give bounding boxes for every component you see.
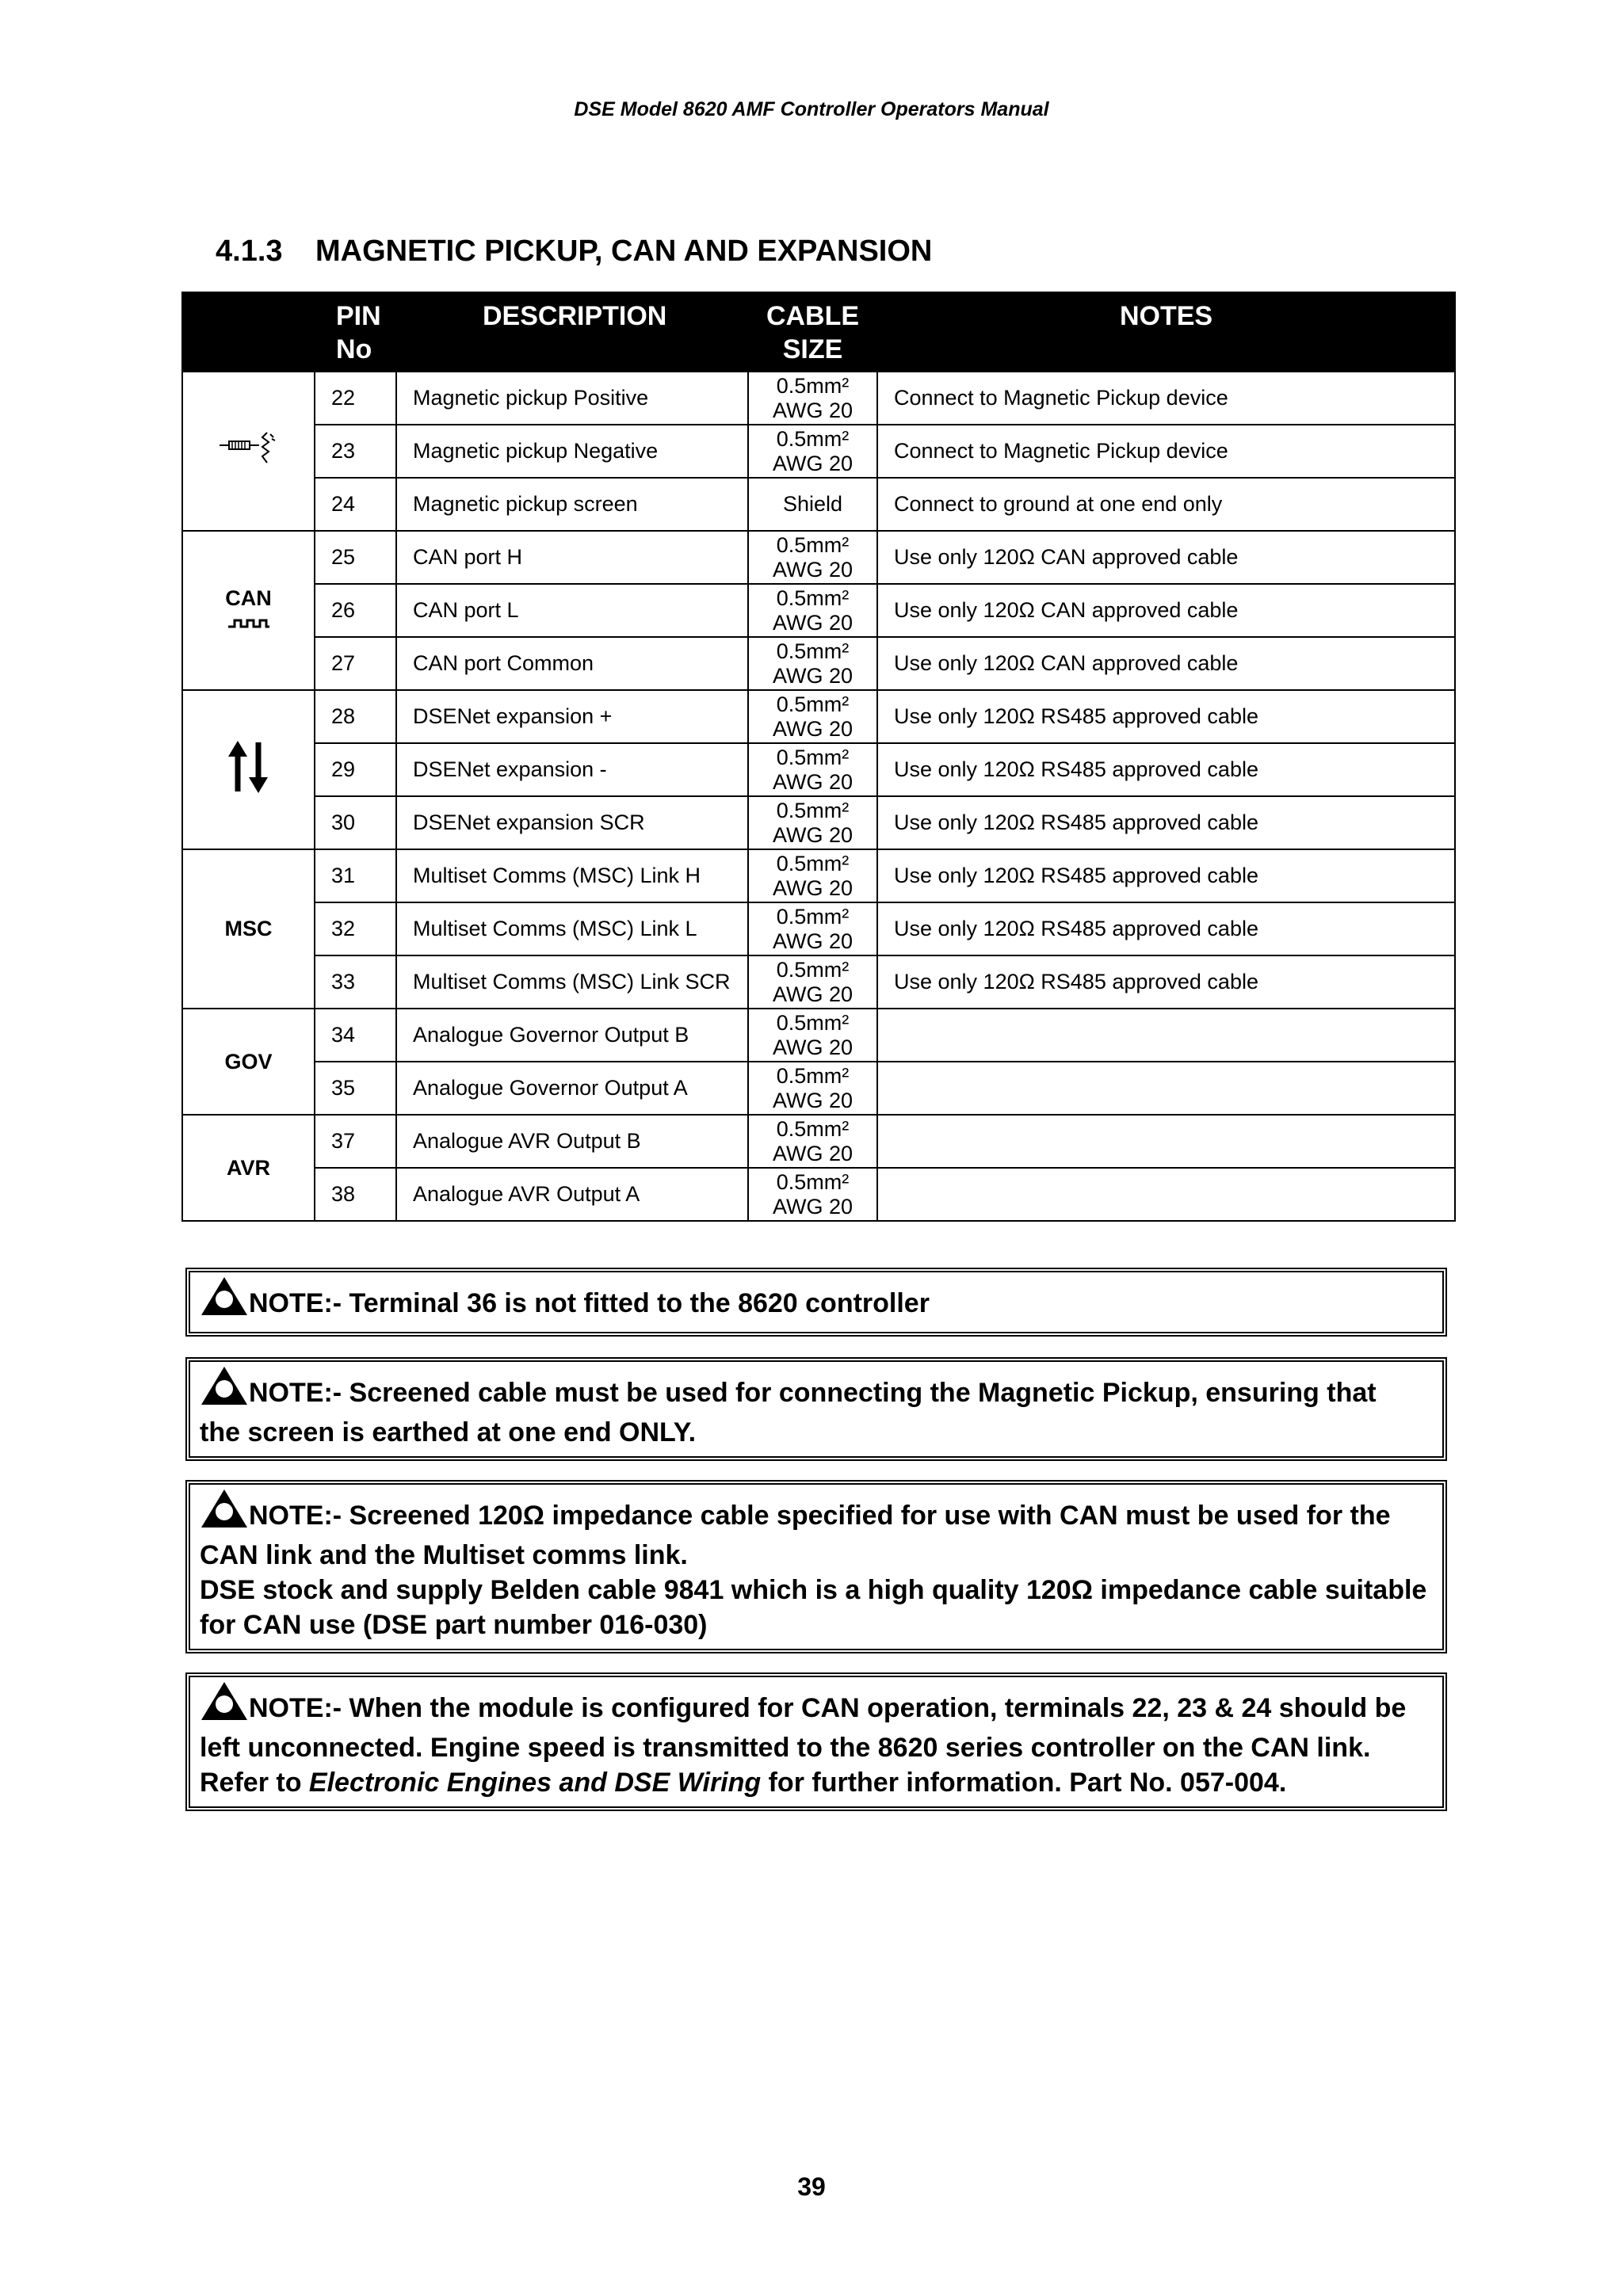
table-row [182, 372, 1455, 425]
pin-notes: Use only 120Ω RS485 approved cable [877, 849, 1455, 902]
cable-size [748, 690, 877, 743]
header-pin-label-2: No [336, 334, 372, 364]
cable-size [748, 1115, 877, 1168]
pin-description: Analogue Governor Output A [396, 1062, 748, 1115]
group-label: MSC [224, 917, 273, 940]
pin-number: 31 [315, 849, 396, 902]
note-line [200, 1415, 1434, 1450]
header-group-cell [182, 292, 315, 372]
cable-size-line-2: AWG 20 [772, 875, 854, 900]
pin-notes [877, 1062, 1455, 1115]
header-cable [748, 292, 877, 372]
note-text: for CAN use (DSE part number 016-030) [200, 1610, 708, 1640]
cable-size-line-1: 0.5mm² [776, 745, 850, 769]
group-label: GOV [224, 1049, 273, 1074]
pin-notes [877, 1009, 1455, 1062]
warning-icon [200, 1276, 249, 1325]
table-row [182, 902, 1455, 955]
cable-size-line-1: 0.5mm² [776, 639, 850, 663]
pin-number: 23 [315, 425, 396, 478]
pin-description: CAN port H [396, 531, 748, 584]
pin-description: Analogue AVR Output A [396, 1168, 748, 1221]
pin-number: 35 [315, 1062, 396, 1115]
note-box [185, 1480, 1447, 1653]
pin-description: DSENet expansion + [396, 690, 748, 743]
pin-notes: Use only 120Ω RS485 approved cable [877, 690, 1455, 743]
table-row [182, 531, 1455, 584]
group-cell [182, 1115, 315, 1221]
header-cable-label-2: SIZE [782, 334, 843, 364]
warning-icon [200, 1365, 249, 1415]
cable-size-line-2: AWG 20 [772, 1194, 854, 1219]
cable-size [748, 1009, 877, 1062]
cable-size [748, 1168, 877, 1221]
pin-number: 38 [315, 1168, 396, 1221]
cable-size-line-1: 0.5mm² [776, 532, 850, 557]
cable-size [748, 902, 877, 955]
cable-size-line-1: 0.5mm² [776, 1116, 850, 1141]
cable-size [748, 531, 877, 584]
section-number: 4.1.3 [216, 235, 283, 268]
note-line [200, 1608, 1434, 1642]
magnetic-pickup-icon [183, 431, 314, 471]
table-row [182, 425, 1455, 478]
cable-size [748, 372, 877, 425]
pin-number: 32 [315, 902, 396, 955]
table-row [182, 478, 1455, 531]
table-row [182, 690, 1455, 743]
document-header-title: DSE Model 8620 AMF Controller Operators Manual [574, 98, 1049, 120]
group-cell [182, 372, 315, 531]
table-row [182, 637, 1455, 690]
note-reference-title: Electronic Engines and DSE Wiring [308, 1768, 762, 1798]
pin-description: DSENet expansion SCR [396, 796, 748, 849]
cable-size-line-1: 0.5mm² [776, 692, 850, 716]
cable-size [748, 425, 877, 478]
table-row [182, 1115, 1455, 1168]
note-line [200, 1730, 1434, 1765]
header-pin-label: PIN [336, 301, 381, 331]
header-cable-label: CABLE [766, 301, 860, 331]
pin-notes: Use only 120Ω RS485 approved cable [877, 902, 1455, 955]
table-row [182, 955, 1455, 1009]
pin-notes: Connect to ground at one end only [877, 478, 1455, 531]
cable-size [748, 743, 877, 796]
group-cell [182, 849, 315, 1009]
cable-size-line-1: 0.5mm² [776, 1010, 850, 1035]
cable-size-line-2: AWG 20 [772, 557, 854, 582]
table-row [182, 584, 1455, 637]
pin-number: 30 [315, 796, 396, 849]
note-box [185, 1268, 1447, 1337]
pin-description: Analogue Governor Output B [396, 1009, 748, 1062]
table-row [182, 1168, 1455, 1221]
pin-description: Multiset Comms (MSC) Link L [396, 902, 748, 955]
cable-size [748, 584, 877, 637]
note-text: for further information. Part No. 057-004. [761, 1768, 1287, 1798]
header-description: DESCRIPTION [396, 292, 748, 372]
cable-size-line-1: 0.5mm² [776, 798, 850, 822]
cable-size-line-2: AWG 20 [772, 1035, 854, 1059]
pin-notes [877, 1115, 1455, 1168]
pin-notes: Connect to Magnetic Pickup device [877, 425, 1455, 478]
pin-description: Magnetic pickup Positive [396, 372, 748, 425]
group-label: AVR [226, 1155, 270, 1180]
cable-size-line-1: 0.5mm² [776, 957, 850, 982]
table-row [182, 1062, 1455, 1115]
note-text: CAN link and the Multiset comms link. [200, 1540, 688, 1570]
note-line [200, 1538, 1434, 1573]
cable-size-line-2: AWG 20 [772, 398, 854, 422]
pin-notes [877, 1168, 1455, 1221]
note-text: Refer to [200, 1768, 309, 1798]
can-bus-icon [183, 611, 314, 635]
note-text: the screen is earthed at one end ONLY. [200, 1417, 697, 1447]
pin-number: 24 [315, 478, 396, 531]
pin-number: 26 [315, 584, 396, 637]
section-heading [216, 235, 932, 269]
cable-size [748, 637, 877, 690]
cable-size [748, 955, 877, 1009]
warning-icon [200, 1488, 249, 1538]
note-text: left unconnected. Engine speed is transmitted to the 8620 series controller on the CAN link. [200, 1733, 1371, 1763]
dsenet-arrows-icon [183, 739, 314, 800]
cable-size-line-1: 0.5mm² [776, 1169, 850, 1194]
table-row [182, 743, 1455, 796]
cable-size-line-2: AWG 20 [772, 982, 854, 1006]
pin-number: 29 [315, 743, 396, 796]
pin-number: 22 [315, 372, 396, 425]
cable-size-line-2: AWG 20 [772, 822, 854, 847]
table-row [182, 849, 1455, 902]
header-notes: NOTES [877, 292, 1455, 372]
cable-size [748, 849, 877, 902]
pin-notes: Use only 120Ω RS485 approved cable [877, 743, 1455, 796]
cable-size-line-1: 0.5mm² [776, 585, 850, 610]
pin-description: Magnetic pickup Negative [396, 425, 748, 478]
cable-size-line-2: AWG 20 [772, 929, 854, 953]
pin-notes: Use only 120Ω RS485 approved cable [877, 955, 1455, 1009]
cable-size [748, 1062, 877, 1115]
pin-description: Magnetic pickup screen [396, 478, 748, 531]
page-number: 39 [797, 2172, 826, 2201]
cable-size-line-2: AWG 20 [772, 716, 854, 741]
cable-size-line-1: 0.5mm² [776, 904, 850, 929]
group-label: CAN [225, 585, 272, 610]
cable-size-line-1: 0.5mm² [776, 851, 850, 875]
pin-notes: Use only 120Ω CAN approved cable [877, 637, 1455, 690]
pin-table-body [182, 372, 1455, 1221]
section-title: MAGNETIC PICKUP, CAN AND EXPANSION [315, 235, 933, 268]
note-line [200, 1765, 1434, 1800]
note-text: NOTE:- Terminal 36 is not fitted to the 8620 controller [249, 1288, 930, 1318]
note-line [200, 1276, 1434, 1325]
group-cell [182, 1009, 315, 1115]
pin-number: 33 [315, 955, 396, 1009]
pin-table [181, 292, 1456, 1222]
pin-number: 27 [315, 637, 396, 690]
cable-size-line-1: 0.5mm² [776, 373, 850, 398]
table-row [182, 796, 1455, 849]
pin-notes: Use only 120Ω CAN approved cable [877, 531, 1455, 584]
note-box [185, 1672, 1447, 1811]
pin-number: 34 [315, 1009, 396, 1062]
pin-number: 28 [315, 690, 396, 743]
note-text: DSE stock and supply Belden cable 9841 which is a high quality 120Ω impedance cable suitable [200, 1575, 1427, 1605]
group-cell [182, 690, 315, 849]
warning-icon [200, 1680, 249, 1730]
note-text: NOTE:- Screened cable must be used for connecting the Magnetic Pickup, ensuring that [249, 1378, 1377, 1408]
pin-description: Analogue AVR Output B [396, 1115, 748, 1168]
cable-size-line-2: AWG 20 [772, 451, 854, 475]
cable-size-line-1: Shield [782, 492, 843, 516]
pin-notes: Use only 120Ω CAN approved cable [877, 584, 1455, 637]
cable-size-line-2: AWG 20 [772, 1141, 854, 1165]
pin-notes: Use only 120Ω RS485 approved cable [877, 796, 1455, 849]
pin-number: 37 [315, 1115, 396, 1168]
cable-size-line-2: AWG 20 [772, 610, 854, 635]
cable-size-line-2: AWG 20 [772, 1088, 854, 1112]
table-row [182, 1009, 1455, 1062]
group-cell [182, 531, 315, 690]
cable-size-line-2: AWG 20 [772, 663, 854, 688]
note-line [200, 1488, 1434, 1538]
pin-description: Multiset Comms (MSC) Link H [396, 849, 748, 902]
note-box [185, 1357, 1447, 1461]
pin-table-header-row [182, 292, 1455, 372]
header-pin [315, 292, 396, 372]
cable-size-line-2: AWG 20 [772, 769, 854, 794]
cable-size-line-1: 0.5mm² [776, 426, 850, 451]
note-line [200, 1680, 1434, 1730]
pin-notes: Connect to Magnetic Pickup device [877, 372, 1455, 425]
note-line [200, 1365, 1434, 1415]
pin-description: CAN port Common [396, 637, 748, 690]
pin-description: Multiset Comms (MSC) Link SCR [396, 955, 748, 1009]
pin-description: CAN port L [396, 584, 748, 637]
pin-number: 25 [315, 531, 396, 584]
note-text: NOTE:- When the module is configured for CAN operation, terminals 22, 23 & 24 should be [249, 1693, 1407, 1723]
pin-description: DSENet expansion - [396, 743, 748, 796]
cable-size-line-1: 0.5mm² [776, 1063, 850, 1088]
cable-size [748, 478, 877, 531]
note-text: NOTE:- Screened 120Ω impedance cable specified for use with CAN must be used for the [249, 1501, 1391, 1531]
note-line [200, 1573, 1434, 1608]
cable-size [748, 796, 877, 849]
